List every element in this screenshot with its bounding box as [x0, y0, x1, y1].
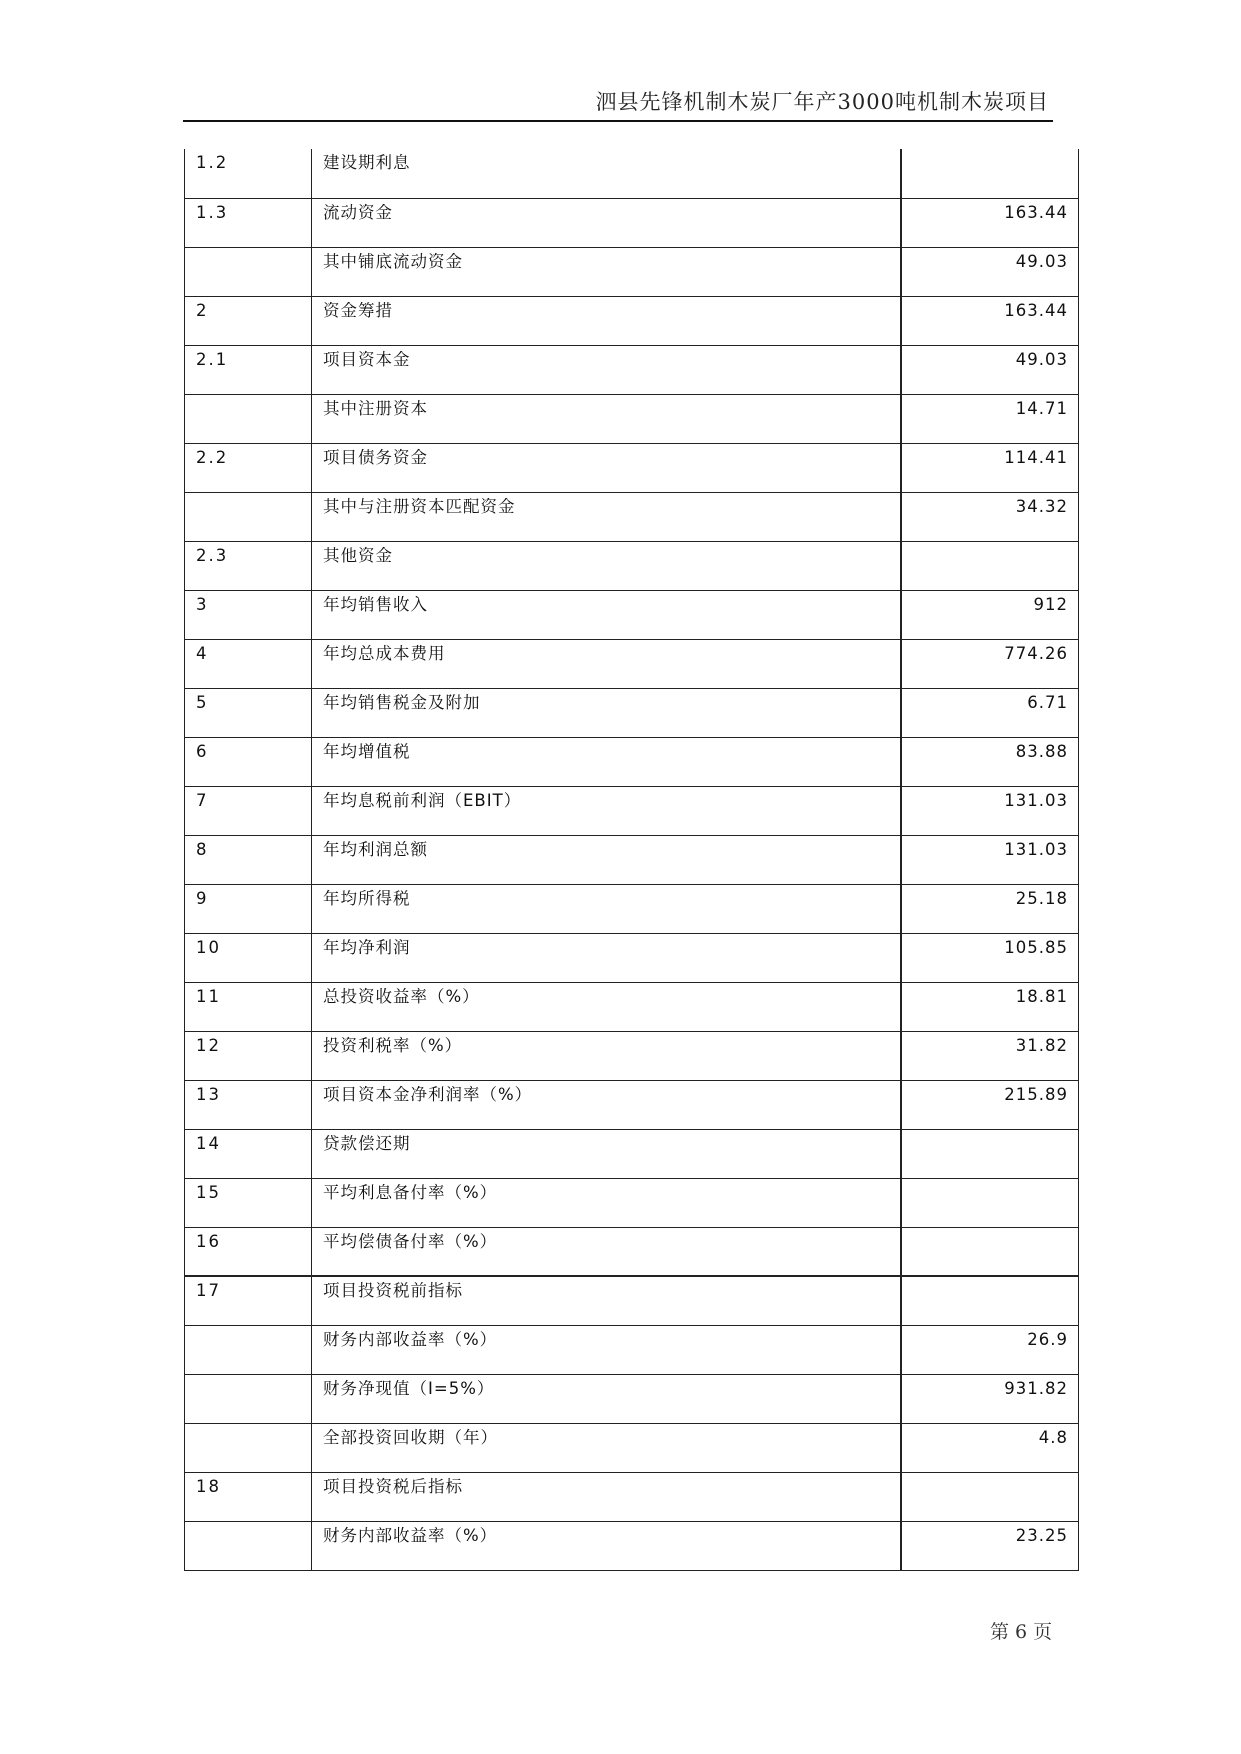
item-name-cell: 流动资金	[312, 198, 901, 247]
row-number-cell: 2.1	[185, 345, 312, 394]
item-name-cell: 年均所得税	[312, 884, 901, 933]
table-row	[185, 149, 1079, 198]
row-number-cell: 6	[185, 737, 312, 786]
table-row	[185, 1276, 1079, 1325]
item-name-cell: 年均销售税金及附加	[312, 688, 901, 737]
item-name-cell: 项目债务资金	[312, 443, 901, 492]
row-number-cell: 8	[185, 835, 312, 884]
table-row	[185, 884, 1079, 933]
value-cell: 163.44	[901, 296, 1079, 345]
table-row	[185, 443, 1079, 492]
row-number-cell	[185, 247, 312, 296]
value-cell: 49.03	[901, 345, 1079, 394]
value-cell	[901, 1227, 1079, 1276]
value-cell: 6.71	[901, 688, 1079, 737]
table-row	[185, 786, 1079, 835]
value-cell	[901, 1178, 1079, 1227]
row-number-cell: 2.3	[185, 541, 312, 590]
row-number-cell	[185, 492, 312, 541]
table-row	[185, 247, 1079, 296]
row-number-cell: 2.2	[185, 443, 312, 492]
value-cell	[901, 1472, 1079, 1521]
table-row	[185, 639, 1079, 688]
value-cell: 774.26	[901, 639, 1079, 688]
item-name-cell: 项目资本金净利润率（%）	[312, 1080, 901, 1129]
item-name-cell: 项目投资税后指标	[312, 1472, 901, 1521]
value-cell: 931.82	[901, 1374, 1079, 1423]
value-cell: 131.03	[901, 786, 1079, 835]
item-name-cell: 年均息税前利润（EBIT）	[312, 786, 901, 835]
row-number-cell: 17	[185, 1276, 312, 1325]
value-cell: 34.32	[901, 492, 1079, 541]
item-name-cell: 项目投资税前指标	[312, 1276, 901, 1325]
table-row	[185, 1472, 1079, 1521]
table-row	[185, 1423, 1079, 1472]
row-number-cell: 12	[185, 1031, 312, 1080]
item-name-cell: 资金筹措	[312, 296, 901, 345]
table-row	[185, 1325, 1079, 1374]
row-number-cell	[185, 1521, 312, 1570]
row-number-cell: 5	[185, 688, 312, 737]
value-cell: 26.9	[901, 1325, 1079, 1374]
table-row	[185, 737, 1079, 786]
value-cell	[901, 1276, 1079, 1325]
row-number-cell	[185, 1374, 312, 1423]
table-row	[185, 590, 1079, 639]
item-name-cell: 平均利息备付率（%）	[312, 1178, 901, 1227]
value-cell: 114.41	[901, 443, 1079, 492]
row-number-cell: 18	[185, 1472, 312, 1521]
value-cell: 163.44	[901, 198, 1079, 247]
item-name-cell: 财务内部收益率（%）	[312, 1325, 901, 1374]
item-name-cell: 财务净现值（I=5%）	[312, 1374, 901, 1423]
item-name-cell: 年均净利润	[312, 933, 901, 982]
table-row	[185, 688, 1079, 737]
item-name-cell: 全部投资回收期（年）	[312, 1423, 901, 1472]
row-number-cell: 3	[185, 590, 312, 639]
value-cell	[901, 541, 1079, 590]
row-number-cell: 2	[185, 296, 312, 345]
item-name-cell: 投资利税率（%）	[312, 1031, 901, 1080]
value-cell: 215.89	[901, 1080, 1079, 1129]
page-number: 第 6 页	[990, 1621, 1053, 1643]
item-name-cell: 其中注册资本	[312, 394, 901, 443]
row-number-cell	[185, 394, 312, 443]
table-row	[185, 492, 1079, 541]
table-row	[185, 1374, 1079, 1423]
item-name-cell: 年均销售收入	[312, 590, 901, 639]
table-row	[185, 1080, 1079, 1129]
item-name-cell: 项目资本金	[312, 345, 901, 394]
item-name-cell: 平均偿债备付率（%）	[312, 1227, 901, 1276]
table-row	[185, 1227, 1079, 1276]
value-cell: 912	[901, 590, 1079, 639]
value-cell	[901, 149, 1079, 198]
row-number-cell: 15	[185, 1178, 312, 1227]
item-name-cell: 年均利润总额	[312, 835, 901, 884]
item-name-cell: 贷款偿还期	[312, 1129, 901, 1178]
row-number-cell: 4	[185, 639, 312, 688]
table-row	[185, 1178, 1079, 1227]
value-cell: 14.71	[901, 394, 1079, 443]
financial-indicators-table	[184, 149, 1079, 1571]
table-row	[185, 982, 1079, 1031]
row-number-cell: 13	[185, 1080, 312, 1129]
table-row	[185, 198, 1079, 247]
item-name-cell: 建设期利息	[312, 149, 901, 198]
table-row	[185, 345, 1079, 394]
table-row	[185, 541, 1079, 590]
value-cell: 25.18	[901, 884, 1079, 933]
item-name-cell: 其他资金	[312, 541, 901, 590]
row-number-cell: 7	[185, 786, 312, 835]
value-cell	[901, 1129, 1079, 1178]
row-number-cell	[185, 1423, 312, 1472]
row-number-cell: 10	[185, 933, 312, 982]
value-cell: 31.82	[901, 1031, 1079, 1080]
item-name-cell: 总投资收益率（%）	[312, 982, 901, 1031]
value-cell: 105.85	[901, 933, 1079, 982]
document-title: 泗县先锋机制木炭厂年产3000吨机制木炭项目	[595, 90, 1049, 114]
row-number-cell: 1.3	[185, 198, 312, 247]
table-row	[185, 1031, 1079, 1080]
row-number-cell: 1.2	[185, 149, 312, 198]
row-number-cell: 14	[185, 1129, 312, 1178]
table-row	[185, 1129, 1079, 1178]
value-cell: 18.81	[901, 982, 1079, 1031]
value-cell: 131.03	[901, 835, 1079, 884]
item-name-cell: 其中与注册资本匹配资金	[312, 492, 901, 541]
item-name-cell: 财务内部收益率（%）	[312, 1521, 901, 1570]
item-name-cell: 其中铺底流动资金	[312, 247, 901, 296]
row-number-cell: 16	[185, 1227, 312, 1276]
row-number-cell: 9	[185, 884, 312, 933]
table-row	[185, 933, 1079, 982]
value-cell: 83.88	[901, 737, 1079, 786]
value-cell: 23.25	[901, 1521, 1079, 1570]
item-name-cell: 年均总成本费用	[312, 639, 901, 688]
value-cell: 49.03	[901, 247, 1079, 296]
table-row	[185, 394, 1079, 443]
item-name-cell: 年均增值税	[312, 737, 901, 786]
table-row	[185, 296, 1079, 345]
row-number-cell	[185, 1325, 312, 1374]
table-row	[185, 835, 1079, 884]
page-header	[183, 82, 1053, 122]
row-number-cell: 11	[185, 982, 312, 1031]
table-row	[185, 1521, 1079, 1570]
value-cell: 4.8	[901, 1423, 1079, 1472]
